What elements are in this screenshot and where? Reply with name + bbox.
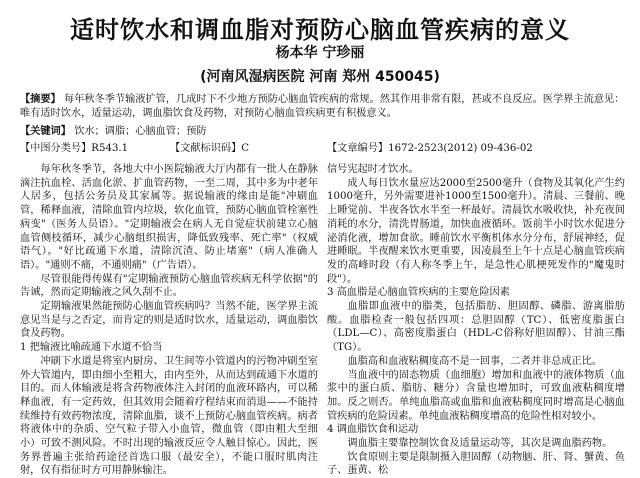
paragraph: 定期输液果然能预防心脑血管疾病吗？当然不能，医学界主流意见当是与之否定，而肯定的则是适时饮水，适量运动，调血脂饮食及药物。 xyxy=(20,301,318,340)
abstract-label: 【摘要】 xyxy=(20,93,61,105)
paragraph: 饮食原则主要是限制摄入胆固醇（动物脑、肝、肾、蟹黄、鱼子、蛋黄、松 xyxy=(327,451,625,477)
keywords-label: 【关键词】 xyxy=(20,125,71,137)
abstract-text: 每年秋冬季节输液扩管，几成时下不少地方预防心脑血管疾病的常规。然其作用非常有限，甚或不良反应。医学界主流意见：唯有适时饮水，适量运动，调血脂饮食及药物，对预防心脑血管疾病更有积极意义。 xyxy=(20,94,625,119)
document-code: 【文献标识码】C xyxy=(170,143,250,154)
paragraph: 成人每日饮水量应达2000至2500毫升（食物及其氧化产生约1000毫升，另外需要进补1000至1500毫升）。清晨、三餐前、晚上睡觉前、半夜各饮水半至一杯最好。清晨饮水吸收快，补充夜间消耗的水分，清洗胃肠道，加快血液循环。饭前半小时饮水促进分泌消化液，增加食欲。睡前饮水平衡机体水分分布，舒展神经，促进睡眠。半夜醒来饮水更重要，因凌晨至上午十点是心脑血管疾病发的高峰时段（有人称冬季上午，是急性心肌梗死发作的"魔鬼时段"）。 xyxy=(327,177,625,285)
paragraph: 尽管很能得传媒有"定期输液预防心脑血管疾病无科学依据"的告诫，然而定期输液之风久刮不止。 xyxy=(20,273,318,299)
section-heading: 1 把输液比喻疏通下水道不恰当 xyxy=(20,342,163,354)
paragraph: 冲刷下水道是将室内厨房、卫生间等小管道内的污物冲刷至室外大管道内，即由细小至粗大，由内至外，从而达到疏通下水道的目的。而人体输液是将含药物液体注入封闭的血液环路内，可以稀释血液，有一定药效，但其效用会随着疗程结束而消退——不能持续维持有效药物浓度，清除血脂，谈不上预防心脑血管疾病。病者将液体中的杂质、空气粒子带入小血管，微血管（即由粗大至细小）可致不测风险。不时出现的输液反应令人触目惊心。因此，医务界普遍主张给药途径首选口服（最安全），不能口服时肌肉注射，仅有指征时方可用静脉输注。 xyxy=(20,355,318,477)
paragraph: 每年秋冬季节，各地大中小医院输液大厅内都有一批人在静脉滴注抗血栓、活血化淤、扩血管药物，一至二周，其中多为中老年人居多，包括公务员及其家属等。据说输液的缘由是能"冲刷血管，稀释血液，清除血管内垃圾，软化血管，预防心脑血管栓塞性病变"（医务人员语）。"定期输液会在病人无自觉症状前建立心脑血管侧枝循环，减少心脑组织损害，降低致残率、死亡率"（权威语气）。"好比疏通下水道，清除沉渣、防止堵塞"（病人准确人语）。"通则不痛，不通则痛"（广告语）。 xyxy=(20,164,318,271)
clc-number: 【中图分类号】R543.1 xyxy=(20,143,129,154)
article-authors: 杨本华 宁珍丽 xyxy=(275,45,365,61)
paragraph: 信号宪起时才饮水。 xyxy=(327,164,419,175)
article-title: 适时饮水和调血脂对预防心脑血管疾病的意义 xyxy=(70,16,570,44)
right-column xyxy=(327,163,625,478)
abstract xyxy=(20,93,628,120)
left-column xyxy=(20,163,318,478)
section-heading: 3 高血脂是心脑血管疾病的主要危险因素 xyxy=(327,287,510,299)
paragraph: 血脂即血液中的脂类，包括脂肪、胆固醇、磷脂、游离脂肪酸。血脂检查一般包括四项：总胆固醇（TC）、低密度脂蛋白（LDL—C）、高密度脂蛋白（HDL-C俗称好胆固醇）、甘油三酯（TG）。 xyxy=(327,301,625,354)
paragraph: 调血脂主要靠控制饮食及适量运动等，其次是调血脂药物。 xyxy=(347,438,613,450)
paragraph: 当血液中的固态物质（血细胞）增加和血液中的液体物质（血浆中的蛋白质、脂肪、糖分）含量也增加时，可致血液粘稠度增加。反之则否。单纯血脂高或血脂和血液粘稠度同时增高是心脑血管疾病的危险因素。单纯血液粘稠度增高的危险性相对较小。 xyxy=(327,369,625,422)
article-affiliation: (河南风湿病医院 河南 郑州 450045) xyxy=(200,69,440,85)
section-heading: 4 调血脂饮食和运动 xyxy=(327,424,419,436)
article-number: 【文章编号】1672-2523(2012) 09-436-02 xyxy=(327,143,533,154)
keywords xyxy=(20,122,628,137)
keywords-text: 饮水；调脂；心脑血管；预防 xyxy=(74,126,207,137)
paragraph: 血脂高和血液粘稠度高不是一回事，二者并非总成正比。 xyxy=(347,355,603,367)
